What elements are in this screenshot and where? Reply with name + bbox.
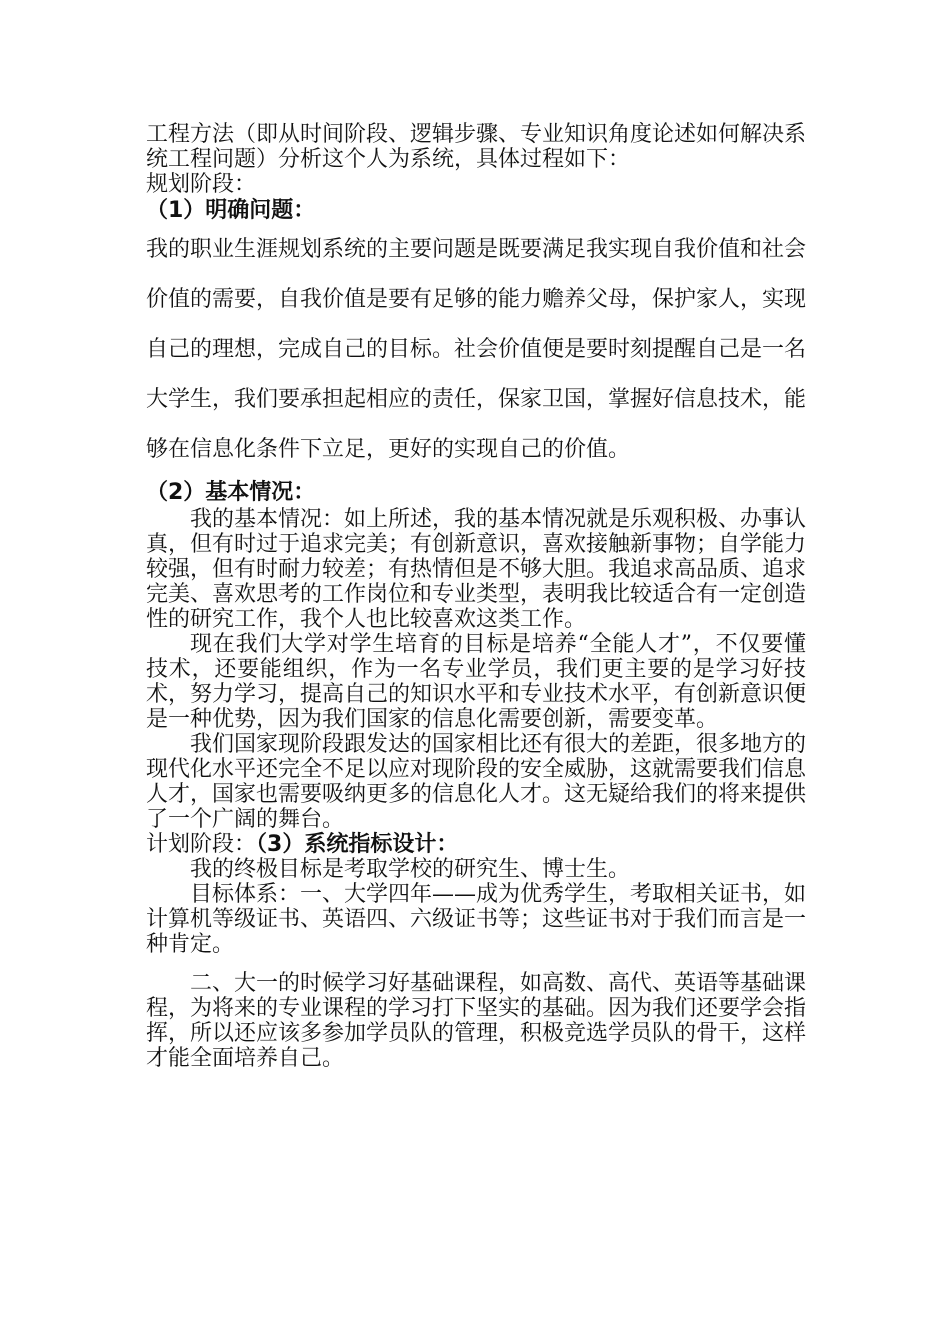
planning-stage-label: 规划阶段： [146,172,257,197]
section-3-paragraph-2: 目标体系：一、大学四年——成为优秀学生，考取相关证书，如计算机等级证书、英语四、六级证书等；这些证书对于我们而言是一种肯定。 [146,882,807,957]
section-2-paragraph-1: 我的基本情况：如上所述，我的基本情况就是乐观积极、办事认真，但有时过于追求完美；有创新意识，喜欢接触新事物；自学能力较强，但有时耐力较差；有热情但是不够大胆。我追求高品质、追求完美、喜欢思考的工作岗位和专业类型，表明我比较适合有一定创造性的研究工作，我个人也比较喜欢这类工作。 [146,507,807,632]
section-3-heading: （3）系统指标设计： [256,832,459,857]
planning-phase-label: 计划阶段： [146,832,257,857]
intro-paragraph: 工程方法（即从时间阶段、逻辑步骤、专业知识角度论述如何解决系统工程问题）分析这个人为系统，具体过程如下： [146,122,807,172]
section-2-paragraph-3: 我们国家现阶段跟发达的国家相比还有很大的差距，很多地方的现代化水平还完全不足以应对现阶段的安全威胁，这就需要我们信息人才，国家也需要吸纳更多的信息化人才。这无疑给我们的将来提供了一个广阔的舞台。 [146,732,807,832]
section-1-heading: （1）明确问题： [146,198,316,223]
section-1-paragraph: 我的职业生涯规划系统的主要问题是既要满足我实现自我价值和社会价值的需要，自我价值是要有足够的能力赡养父母，保护家人，实现自己的理想，完成自己的目标。社会价值便是要时刻提醒自己是一名大学生，我们要承担起相应的责任，保家卫国，掌握好信息技术，能够在信息化条件下立足，更好的实现自己的价值。 [146,237,807,462]
section-2-paragraph-2: 现在我们大学对学生培育的目标是培养“全能人才”，不仅要懂技术，还要能组织，作为一名专业学员，我们更主要的是学习好技术，努力学习，提高自己的知识水平和专业技术水平，有创新意识便是一种优势，因为我们国家的信息化需要创新，需要变革。 [146,632,807,732]
section-2-heading: （2）基本情况： [146,480,316,505]
section-3-paragraph-1: 我的终极目标是考取学校的研究生、博士生。 [190,857,631,882]
document-body [146,122,806,1071]
section-3-heading-line [146,832,806,857]
section-3-paragraph-3: 二、大一的时候学习好基础课程，如高数、高代、英语等基础课程，为将来的专业课程的学习打下坚实的基础。因为我们还要学会指挥，所以还应该多参加学员队的管理，积极竞选学员队的骨干，这样才能全面培养自己。 [146,971,807,1071]
